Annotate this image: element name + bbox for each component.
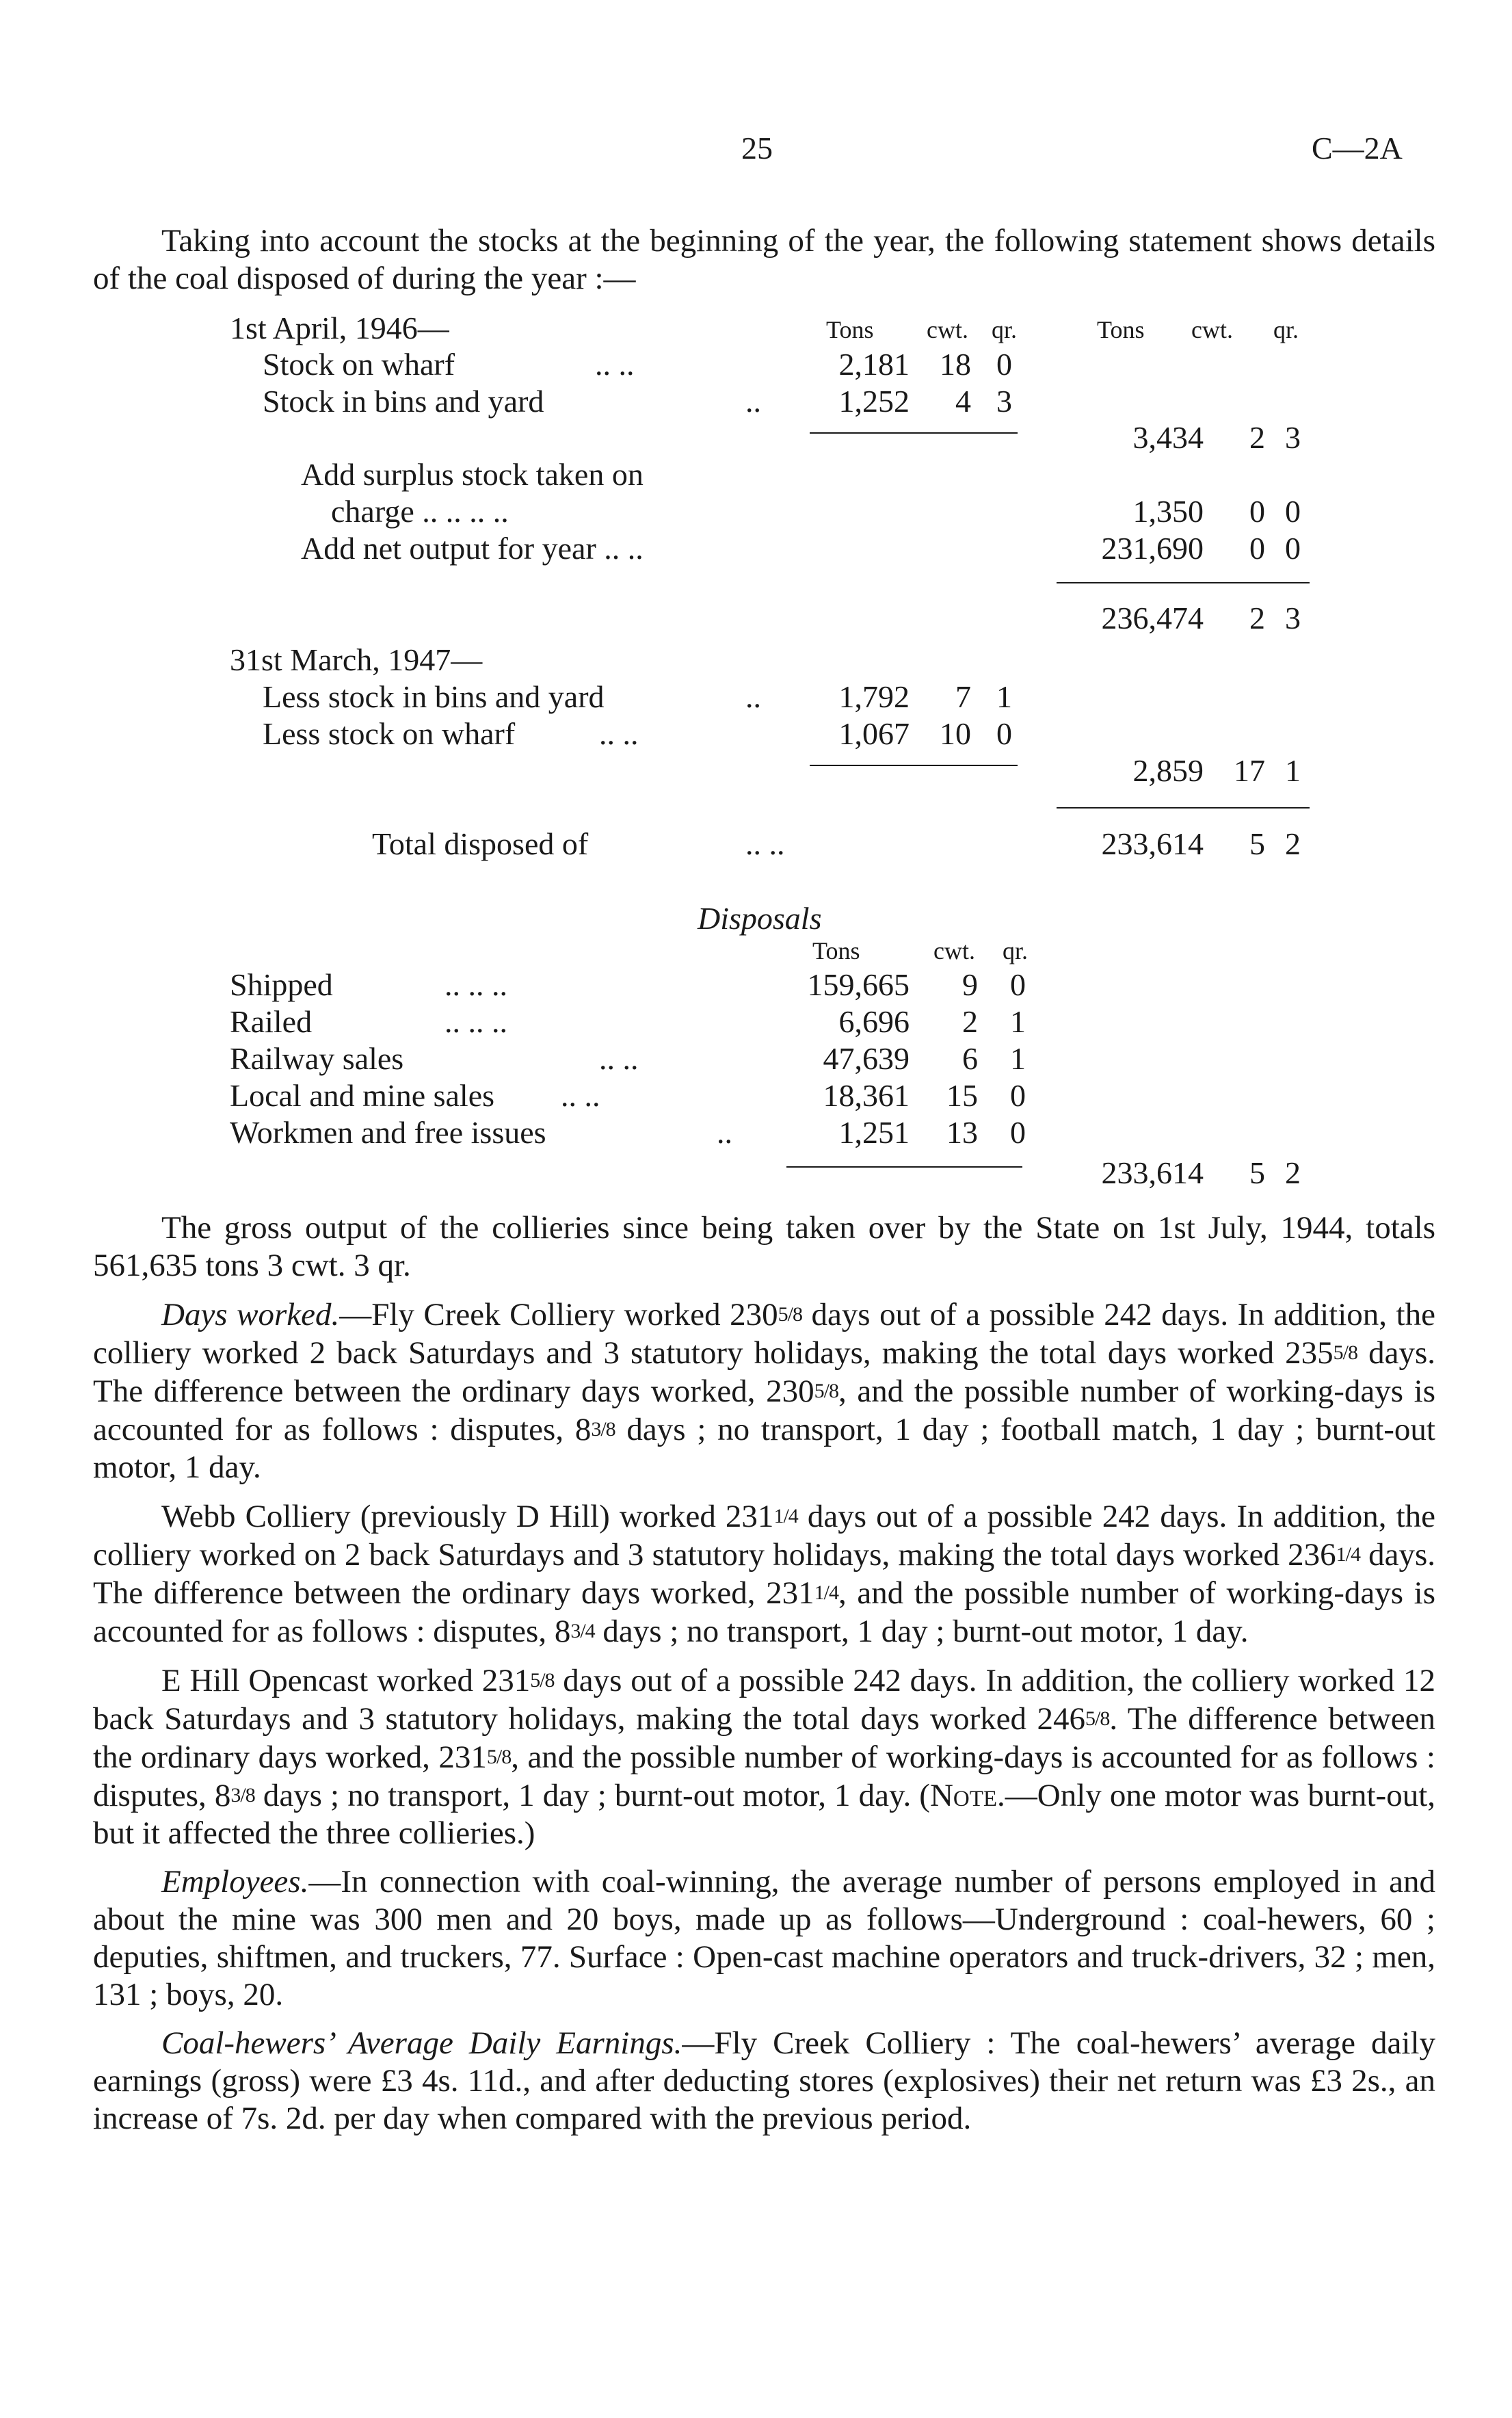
intro-paragraph: Taking into account the stocks at the beginning of the year, the following statement shows details of the coal disposed of during the year :— <box>93 223 1435 296</box>
subtotal-rule <box>786 1166 1022 1168</box>
qr-value: 3 <box>1285 601 1301 635</box>
row-label: Railway sales <box>230 1041 404 1076</box>
leader-dots: .. .. <box>561 1078 600 1113</box>
leader-dots: .. <box>745 384 761 419</box>
row-label: Stock in bins and yard <box>263 384 544 419</box>
leader-dots: .. <box>717 1115 732 1150</box>
subtotal-rule <box>1057 582 1310 583</box>
days-worked-heading: Days worked. <box>161 1297 340 1332</box>
cwt-value: 6 <box>962 1041 978 1076</box>
tons-value: 1,350 <box>1132 494 1204 529</box>
document-reference: C—2A <box>1312 131 1403 166</box>
paragraph-text: —Fly Creek Colliery worked 230 <box>339 1297 778 1332</box>
qr-value: 0 <box>996 716 1012 751</box>
earnings-heading: Coal-hewers’ Average Daily Earnings. <box>161 2025 682 2061</box>
paragraph-text: Webb Colliery (previously D Hill) worked 231 <box>161 1499 774 1534</box>
fraction: 5/8 <box>530 1669 555 1692</box>
fraction: 3/8 <box>230 1784 255 1806</box>
paragraph-text: , and the possible number of working-days is accounted for as follows : disputes, 8 <box>93 1374 1435 1447</box>
surplus-label: Add surplus stock taken on <box>301 457 644 492</box>
cwt-value: 13 <box>946 1115 978 1150</box>
paragraph-text: days. The difference between the ordinary days worked, 230 <box>93 1335 1436 1409</box>
paragraph-text: . The difference between the ordinary days worked, 231 <box>93 1701 1435 1775</box>
opening-date: 1st April, 1946— <box>230 311 449 345</box>
row-label: Local and mine sales <box>230 1078 495 1113</box>
col-header-tons: Tons <box>812 937 860 964</box>
days-worked-paragraph <box>93 1296 1435 1486</box>
tons-value: 2,859 <box>1132 753 1204 788</box>
cwt-value: 0 <box>1249 531 1265 566</box>
gross-output-paragraph: The gross output of the collieries since being taken over by the State on 1st July, 1944, totals 561,635 tons 3 cwt. 3 qr. <box>93 1210 1435 1283</box>
webb-colliery-paragraph <box>93 1497 1435 1651</box>
cwt-value: 18 <box>940 347 971 382</box>
qr-value: 3 <box>1285 420 1301 455</box>
tons-value: 1,792 <box>838 679 910 714</box>
cwt-value: 5 <box>1249 1155 1265 1190</box>
qr-value: 2 <box>1285 826 1301 861</box>
leader-dots: .. .. <box>599 716 639 751</box>
fraction: 5/8 <box>814 1380 838 1402</box>
leader-dots: .. .. <box>595 347 635 382</box>
cwt-value: 10 <box>940 716 971 751</box>
fraction: 1/4 <box>1336 1543 1360 1566</box>
fraction: 3/4 <box>570 1620 595 1642</box>
fraction: 5/8 <box>778 1303 802 1326</box>
paragraph-text: —In connection with coal-winning, the average number of persons employed in and about the mine was 300 men and 20 boys, made up as follows—Underground : coal-hewers, 60 ; deputies, shiftmen, and truckers, 77. Surface : Open-cast machine operators and truck-drivers, 32 ; men, 131 ; boys, 20. <box>93 1864 1435 2012</box>
qr-value: 1 <box>996 679 1012 714</box>
paragraph-text: days ; no transport, 1 day ; football match, 1 day ; burnt-out motor, 1 day. <box>93 1412 1435 1485</box>
fraction: 5/8 <box>486 1746 512 1768</box>
col-header-qr-right: qr. <box>1273 316 1299 343</box>
paragraph-text: days ; no transport, 1 day ; burnt-out motor, 1 day. <box>594 1614 1249 1649</box>
qr-value: 1 <box>1285 753 1301 788</box>
qr-value: 1 <box>1010 1041 1026 1076</box>
qr-value: 3 <box>996 384 1012 419</box>
paragraph-text: days out of a possible 242 days. In addition, the colliery worked on 2 back Saturdays and 3 statutory holidays, making the total days worked 236 <box>93 1499 1435 1573</box>
cwt-value: 15 <box>946 1078 978 1113</box>
col-header-qr-left: qr. <box>992 316 1018 343</box>
row-label: Stock on wharf <box>263 347 455 382</box>
cwt-value: 17 <box>1234 753 1265 788</box>
leader-dots: .. .. <box>599 1041 639 1076</box>
tons-value: 1,252 <box>838 384 910 419</box>
col-header-qr: qr. <box>1003 937 1029 964</box>
paragraph-text: days ; no transport, 1 day ; burnt-out motor, 1 day. ( <box>254 1778 930 1813</box>
tons-value: 231,690 <box>1101 531 1204 566</box>
row-label: Workmen and free issues <box>230 1115 546 1150</box>
subtotal-rule <box>1057 807 1310 809</box>
leader-dots: .. .. <box>745 826 785 861</box>
disposals-title-text: Disposals <box>698 901 822 936</box>
leader-dots: .. .. .. <box>445 967 507 1002</box>
qr-value: 0 <box>1010 1115 1026 1150</box>
tons-value: 233,614 <box>1101 826 1204 861</box>
leader-dots: .. <box>745 679 761 714</box>
tons-value: 1,067 <box>838 716 910 751</box>
employees-paragraph <box>93 1863 1435 2014</box>
tons-value: 2,181 <box>838 347 910 382</box>
row-label: Less stock on wharf <box>263 716 516 751</box>
col-header-cwt: cwt. <box>933 937 975 964</box>
fraction: 3/8 <box>591 1418 615 1441</box>
row-label: Shipped <box>230 967 333 1002</box>
fraction: 1/4 <box>814 1581 838 1604</box>
tons-value: 3,434 <box>1132 420 1204 455</box>
qr-value: 0 <box>1285 531 1301 566</box>
paragraph-text: , and the possible number of working-days is accounted for as follows : disputes, 8 <box>93 1575 1435 1649</box>
disposed-label: Total disposed of <box>372 826 589 861</box>
tons-value: 6,696 <box>838 1004 910 1039</box>
row-label: Railed <box>230 1004 313 1039</box>
disposals-title <box>698 900 821 937</box>
col-header-cwt-left: cwt. <box>927 316 968 343</box>
surplus-label-continued: charge .. .. .. .. <box>331 494 509 529</box>
body-text <box>93 1209 1435 2148</box>
subtotal-rule <box>810 765 1018 766</box>
e-hill-paragraph <box>93 1661 1435 1852</box>
fraction: 5/8 <box>1085 1707 1110 1730</box>
fraction: 1/4 <box>773 1505 798 1527</box>
col-header-tons-left: Tons <box>826 316 874 343</box>
leader-dots: .. .. .. <box>445 1004 507 1039</box>
tons-value: 236,474 <box>1101 601 1204 635</box>
paragraph-text: , and the possible number of working-days is accounted for as follows : disputes, 8 <box>93 1739 1435 1813</box>
paragraph-text: —Fly Creek Colliery : The coal-hewers’ average daily earnings (gross) were £3 4s. 11d., and after deducting stores (explosives) their net return was £3 2s., an increase of 7s. 2d. per day when compared with the previous period. <box>93 2025 1436 2136</box>
tons-value: 18,361 <box>823 1078 910 1113</box>
earnings-paragraph <box>93 2025 1435 2138</box>
tons-value: 47,639 <box>823 1041 910 1076</box>
fraction: 5/8 <box>1333 1341 1358 1364</box>
cwt-value: 5 <box>1249 826 1265 861</box>
qr-value: 2 <box>1285 1155 1301 1190</box>
paragraph-text: E Hill Opencast worked 231 <box>161 1663 531 1698</box>
cwt-value: 2 <box>1249 601 1265 635</box>
closing-date: 31st March, 1947— <box>230 642 483 677</box>
col-header-tons-right: Tons <box>1097 316 1145 343</box>
paragraph-text: days out of a possible 242 days. In addition, the colliery worked 2 back Saturdays and 3 statutory holidays, making the total days worked 235 <box>93 1297 1435 1371</box>
cwt-value: 0 <box>1249 494 1265 529</box>
cwt-value: 7 <box>955 679 971 714</box>
paragraph-text: days. The difference between the ordinary days worked, 231 <box>93 1537 1435 1611</box>
paragraph-text: .—Only one motor was burnt-out, but it affected the three collieries.) <box>93 1778 1435 1851</box>
row-label: Less stock in bins and yard <box>263 679 605 714</box>
tons-value: 1,251 <box>838 1115 910 1150</box>
qr-value: 0 <box>1010 1078 1026 1113</box>
tons-value: 159,665 <box>807 967 910 1002</box>
qr-value: 0 <box>1285 494 1301 529</box>
cwt-value: 4 <box>955 384 971 419</box>
employees-heading: Employees. <box>161 1864 309 1900</box>
cwt-value: 2 <box>1249 420 1265 455</box>
qr-value: 0 <box>1010 967 1026 1002</box>
output-label: Add net output for year .. .. <box>301 531 644 566</box>
subtotal-rule <box>810 432 1018 434</box>
cwt-value: 9 <box>962 967 978 1002</box>
paragraph-text: days out of a possible 242 days. In addition, the colliery worked 12 back Saturdays and 3 statutory holidays, making the total days worked 246 <box>93 1663 1435 1737</box>
tons-value: 233,614 <box>1101 1155 1204 1190</box>
qr-value: 0 <box>996 347 1012 382</box>
note-word: Note <box>929 1778 998 1813</box>
page-number: 25 <box>741 131 773 166</box>
cwt-value: 2 <box>962 1004 978 1039</box>
qr-value: 1 <box>1010 1004 1026 1039</box>
col-header-cwt-right: cwt. <box>1191 316 1233 343</box>
